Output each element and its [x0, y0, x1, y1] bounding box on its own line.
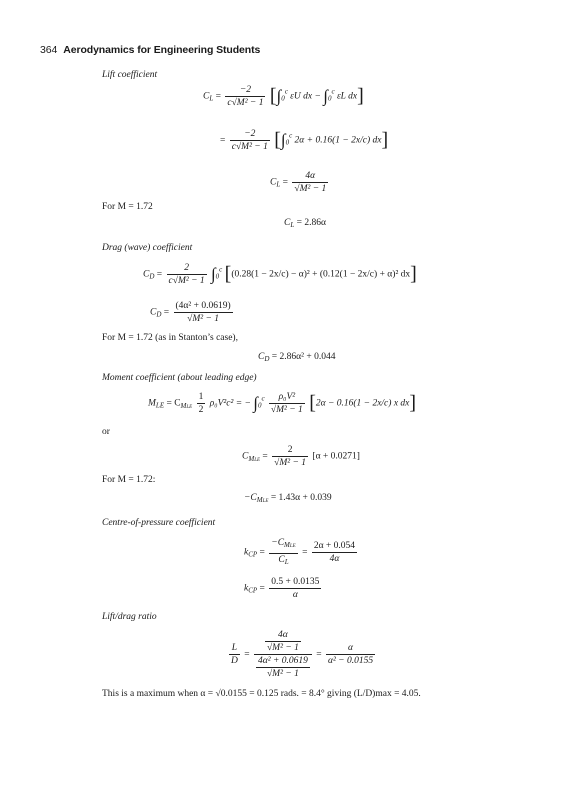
cd-result-value: = 2.86α² + 0.044	[271, 352, 336, 362]
book-title: Aerodynamics for Engineering Students	[63, 44, 261, 56]
equation-cd-result: $C_D = 2.86\alpha^2 + 0.044$	[258, 352, 336, 363]
section-heading-drag: Drag (wave) coefficient	[102, 243, 193, 253]
equation-moment: $M_{LE} = C_{MLE}$ $\frac{1}{2}$ ρ₀V²c² = − $\int_0^c$ $\frac{\text{ρ₀V²}}{\text{√M² − 1}}$ [2α − 0.16(1 − 2x/c) x dx]	[148, 392, 417, 415]
equation-cl-expanded: = $\frac{-2}{\text{c√M² − 1}}$ [$\int_0^c$ 2α + 0.16(1 − 2x/c) dx]	[220, 129, 389, 152]
ld-top-denominator: √M² − 1	[266, 643, 299, 653]
equation-cd-simplified: $C_D$ = $\frac{\text{(4α² + 0.0619)}}{\text{√M² − 1}}$	[150, 301, 231, 324]
condition-m172-moment: For M = 1.72:	[102, 475, 156, 485]
mle-middle: ρ₀V²c² = −	[209, 398, 251, 409]
section-heading-moment: Moment coefficient (about leading edge)	[102, 373, 257, 383]
running-header	[40, 44, 260, 56]
equation-cl-simplified: $C_L$ = $\frac{4\alpha}{\text{√M² − 1}}$	[270, 171, 327, 194]
section-heading-cop: Centre-of-pressure coefficient	[102, 518, 216, 528]
cl-body-upper: εU dx −	[290, 91, 321, 102]
equation-ld: $\frac{L}{D}$ = $\frac{\frac{4\alpha}{\text{√M² − 1}}}{\frac{\text{4α² + 0.0619}}{\text{√M² − 1}}}$ = $\frac{\alpha}{\text{α² − 0.0155}}$	[231, 630, 374, 679]
mle-fraction-denominator: √M² − 1	[270, 405, 303, 415]
section-heading-ld: Lift/drag ratio	[102, 612, 157, 622]
condition-m172-lift: For M = 1.72	[102, 202, 153, 212]
final-statement: This is a maximum when α = √0.0155 = 0.125 rads. = 8.4° giving (L/D)max = 4.05.	[102, 689, 421, 699]
kcp-numerator2: 2α + 0.054	[313, 541, 356, 551]
section-heading-lift: Lift coefficient	[102, 70, 158, 80]
condition-m172-drag: For M = 1.72 (as in Stanton’s case),	[102, 333, 238, 343]
cl-numerator: −2	[239, 85, 251, 95]
cd-body: (0.28(1 − 2x/c) − α)² + (0.12(1 − 2x/c) + α)² dx	[231, 269, 411, 280]
mle-fraction-numerator: ρ₀V²	[278, 392, 296, 402]
cd-denominator: c√M² − 1	[168, 276, 205, 286]
cl-result-value: = 2.86α	[296, 218, 326, 228]
cm-body: [α + 0.0271]	[312, 451, 360, 462]
equation-cl-result: $C_L = 2.86\alpha$	[284, 218, 326, 229]
ld-result-denominator: α² − 0.0155	[327, 656, 374, 666]
mle-equals: = C	[166, 398, 181, 409]
cd2-denominator: √M² − 1	[174, 312, 233, 325]
mle-body: 2α − 0.16(1 − 2x/c) x dx	[315, 398, 410, 409]
equation-cl-integral: $C_L$ = $\frac{-2}{\text{c√M² − 1}}$ [$\int_0^c$ εU dx − $\int_0^c$ εL dx]	[203, 85, 364, 108]
cm-denominator: √M² − 1	[274, 458, 307, 468]
equation-kcp-simplified: $k_{CP}$ = $\frac{0.5 + 0.0135}{\alpha}$	[244, 577, 320, 600]
cl-body-lower: εL dx	[336, 91, 358, 102]
page-number: 364	[40, 44, 58, 56]
equation-kcp: $k_{CP}$ = $\frac{-C_{MLE}}{C_L}$ = $\frac{2\alpha + 0.054}{4\alpha}$	[244, 538, 356, 566]
equation-cd-integral: $C_D$ = $\frac{2}{\text{c√M² − 1}}$ $\int_0^c$ [(0.28(1 − 2x/c) − α)² + (0.12(1 − 2x/c) + α)² dx]	[143, 263, 417, 286]
ld-bottom-denominator: √M² − 1	[256, 667, 310, 680]
cl3-denominator: √M² − 1	[294, 184, 327, 194]
cl2-denominator: c√M² − 1	[231, 142, 268, 152]
ld-top-numerator: 4α	[278, 630, 288, 640]
cl2-body: 2α + 0.16(1 − 2x/c) dx	[294, 135, 382, 146]
cm-result-value: = 1.43α + 0.039	[270, 493, 332, 503]
text-or: or	[102, 427, 110, 437]
equation-cm: $C_{MLE}$ = $\frac{2}{\text{√M² − 1}}$ [α + 0.0271]	[242, 445, 360, 468]
cm-numerator: 2	[287, 445, 293, 455]
cd-numerator: 2	[184, 263, 189, 273]
ld-result-numerator: α	[348, 643, 354, 653]
cl2-numerator: −2	[244, 129, 256, 139]
cl-denominator: c√M² − 1	[227, 98, 264, 108]
equation-cm-result: $-C_{MLE} = 1.43\alpha + 0.039$	[244, 493, 332, 504]
ld-bottom-numerator: 4α² + 0.0619	[257, 656, 308, 666]
kcp-denominator2: 4α	[312, 552, 357, 565]
cl3-numerator: 4α	[305, 171, 316, 181]
cd2-numerator: (4α² + 0.0619)	[175, 301, 231, 311]
kcp-numerator: −C	[271, 538, 285, 548]
kcp2-numerator: 0.5 + 0.0135	[271, 577, 320, 587]
